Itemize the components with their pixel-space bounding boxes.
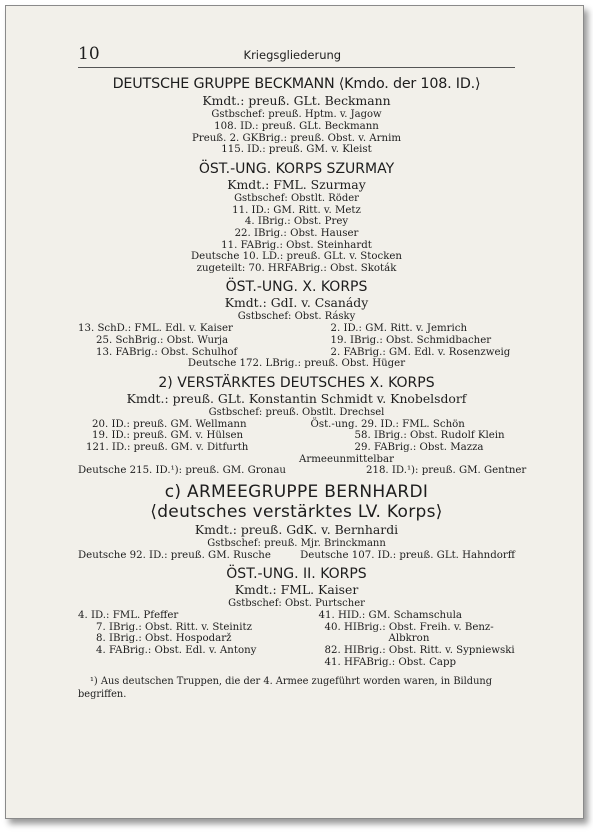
document-page <box>78 44 527 701</box>
left-column <box>78 419 297 454</box>
unit-line: 20. ID.: preuß. GM. Wellmann <box>92 418 247 430</box>
page-frame <box>5 5 584 819</box>
left-column <box>78 323 297 358</box>
unit-line: 8. IBrig.: Obst. Hospodarž <box>96 633 232 645</box>
unit-line: Öst.-ung. 29. ID.: FML. Schön <box>310 418 465 430</box>
unit-line: Deutsche 215. ID.¹): preuß. GM. Gronau <box>78 465 286 477</box>
footnote: ¹) Aus deutschen Truppen, die der 4. Armee zugeführt worden waren, in Bildung begriffen. <box>78 676 492 700</box>
unit-line: 19. ID.: preuß. GM. v. Hülsen <box>92 430 244 442</box>
two-column-units <box>78 419 515 454</box>
unit-line: Deutsche 92. ID.: preuß. GM. Rusche <box>78 549 271 561</box>
right-column <box>297 419 516 454</box>
unit-line: 115. ID.: preuß. GM. v. Kleist <box>221 144 372 156</box>
page-header <box>78 44 515 68</box>
two-column-units <box>78 465 527 477</box>
unit-line: 13. FABrig.: Obst. Schulhof <box>96 346 238 358</box>
chief-of-staff: Gstbschef: preuß. Hptm. v. Jagow <box>211 109 382 120</box>
section-title-x-korps: ÖST.-UNG. X. KORPS <box>225 279 368 296</box>
unit-line: Deutsche 172. LBrig.: preuß. Obst. Hüger <box>187 358 406 370</box>
chief-of-staff: Gstbschef: Obstlt. Röder <box>234 192 359 204</box>
chief-of-staff: Gstbschef: Obst. Purtscher <box>228 598 365 610</box>
running-title: Kriegsgliederung <box>243 48 342 62</box>
unit-line: 40. HIBrig.: Obst. Freih. v. Benz- <box>324 621 494 633</box>
unit-line: 4. IBrig.: Obst. Prey <box>244 216 349 228</box>
unit-line: 41. HID.: GM. Schamschula <box>318 610 462 622</box>
unit-line: Deutsche 107. ID.: preuß. GLt. Hahndorff <box>300 549 515 561</box>
chief-of-staff: Gstbschef: preuß. Mjr. Brinckmann <box>207 537 386 549</box>
commander: Kmdt.: preuß. GLt. Beckmann <box>202 93 391 108</box>
unit-line: 22. IBrig.: Obst. Hauser <box>234 227 359 239</box>
unit-line: 4. FABrig.: Obst. Edl. v. Antony <box>96 645 257 657</box>
right-column <box>297 610 516 668</box>
left-column <box>78 610 297 668</box>
section-title-armeegruppe-bernhardi: c) ARMEEGRUPPE BERNHARDI <box>164 481 429 502</box>
unit-line: Preuß. 2. GKBrig.: preuß. Obst. v. Arnim <box>191 132 401 144</box>
unit-line: 41. HFABrig.: Obst. Capp <box>324 656 456 668</box>
section-subtitle: ⟨deutsches verstärktes LV. Korps⟩ <box>150 501 443 522</box>
section-title-korps-szurmay: ÖST.-UNG. KORPS SZURMAY <box>198 160 395 177</box>
armeeunmittelbar-label: Armeeunmittelbar <box>299 453 394 465</box>
chief-of-staff: Gstbschef: Obst. Rásky <box>237 311 356 323</box>
section-title-gruppe-beckmann: DEUTSCHE GRUPPE BECKMANN ⟨Kmdo. der 108. ID.⟩ <box>112 76 481 92</box>
commander: Kmdt.: GdI. v. Csanády <box>224 295 369 311</box>
two-column-units <box>78 610 515 668</box>
unit-line: 2. ID.: GM. Ritt. v. Jemrich <box>330 323 468 335</box>
commander: Kmdt.: preuß. GdK. v. Bernhardi <box>194 521 399 537</box>
unit-line: 121. ID.: preuß. GM. v. Ditfurth <box>86 441 249 453</box>
unit-line: 19. IBrig.: Obst. Schmidbacher <box>330 334 492 346</box>
chief-of-staff: Gstbschef: preuß. Obstlt. Drechsel <box>208 406 385 418</box>
section-title-ii-korps: ÖST.-UNG. II. KORPS <box>226 566 367 583</box>
unit-line: 25. SchBrig.: Obst. Wurja <box>96 334 229 346</box>
section-title-deutsches-x-korps: 2) VERSTÄRKTES DEUTSCHES X. KORPS <box>158 374 435 391</box>
right-column <box>297 323 516 358</box>
unit-line: 7. IBrig.: Obst. Ritt. v. Steinitz <box>96 621 252 633</box>
unit-line: 11. ID.: GM. Ritt. v. Metz <box>232 204 361 216</box>
two-column-units <box>78 550 515 562</box>
unit-line: 4. ID.: FML. Pfeffer <box>78 610 179 622</box>
unit-line: 58. IBrig.: Obst. Rudolf Klein <box>354 430 505 442</box>
unit-line: 2. FABrig.: GM. Edl. v. Rosenzweig <box>330 346 511 358</box>
unit-line: 108. ID.: preuß. GLt. Beckmann <box>214 121 379 132</box>
two-column-units <box>78 323 515 358</box>
page-number: 10 <box>78 44 100 64</box>
unit-line: Deutsche 10. LD.: preuß. GLt. v. Stocken <box>191 251 402 263</box>
unit-line: 29. FABrig.: Obst. Mazza <box>354 441 484 453</box>
unit-line: 218. ID.¹): preuß. GM. Gentner <box>365 465 527 477</box>
commander: Kmdt.: FML. Kaiser <box>234 582 359 598</box>
commander: Kmdt.: preuß. GLt. Konstantin Schmidt v. Knobelsdorf <box>126 390 467 406</box>
commander: Kmdt.: FML. Szurmay <box>227 176 366 192</box>
unit-line: 82. HIBrig.: Obst. Ritt. v. Sypniewski <box>324 645 515 657</box>
unit-line: 13. SchD.: FML. Edl. v. Kaiser <box>78 323 233 335</box>
unit-line: Albkron <box>388 633 430 645</box>
unit-line: 11. FABrig.: Obst. Steinhardt <box>221 239 372 251</box>
unit-line: zugeteilt: 70. HRFABrig.: Obst. Skoták <box>196 262 397 274</box>
